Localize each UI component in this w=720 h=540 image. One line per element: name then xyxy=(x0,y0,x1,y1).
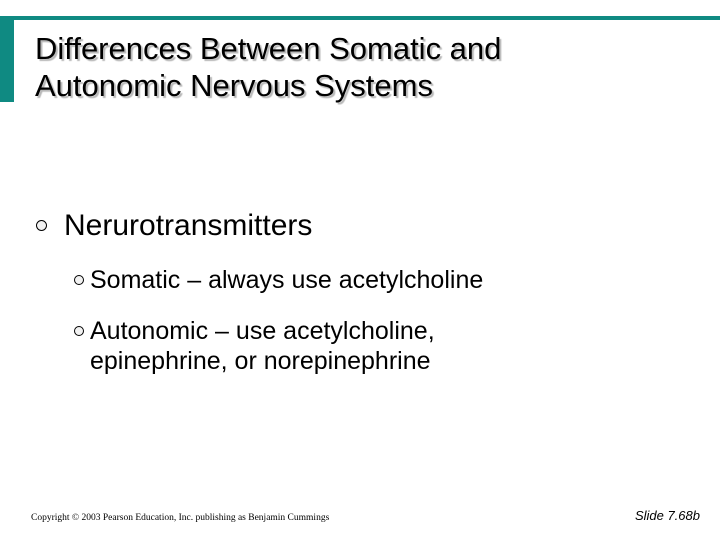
top-accent-bar xyxy=(14,16,720,20)
bullet-neurotransmitters xyxy=(36,208,312,244)
slide-number: Slide 7.68b xyxy=(634,508,700,523)
slide-title xyxy=(35,30,695,104)
bullet-dot-icon xyxy=(74,326,84,336)
sub-bullet-autonomic xyxy=(74,316,530,376)
bullet-dot-icon xyxy=(74,275,84,285)
bullet-text: Somatic – always use acetylcholine xyxy=(90,266,484,294)
slide-title-line-2: Autonomic Nervous Systems xyxy=(35,68,433,103)
sub-bullet-somatic xyxy=(74,265,483,295)
bullet-dot-icon xyxy=(36,220,47,231)
copyright-notice: Copyright © 2003 Pearson Education, Inc. publishing as Benjamin Cummings xyxy=(31,513,330,523)
left-accent-bar xyxy=(0,16,14,102)
bullet-text: Nerurotransmitters xyxy=(64,209,313,242)
bullet-text: Autonomic – use acetylcholine, epinephrine, or norepinephrine xyxy=(90,317,435,375)
slide-title-line-1: Differences Between Somatic and xyxy=(35,31,502,66)
